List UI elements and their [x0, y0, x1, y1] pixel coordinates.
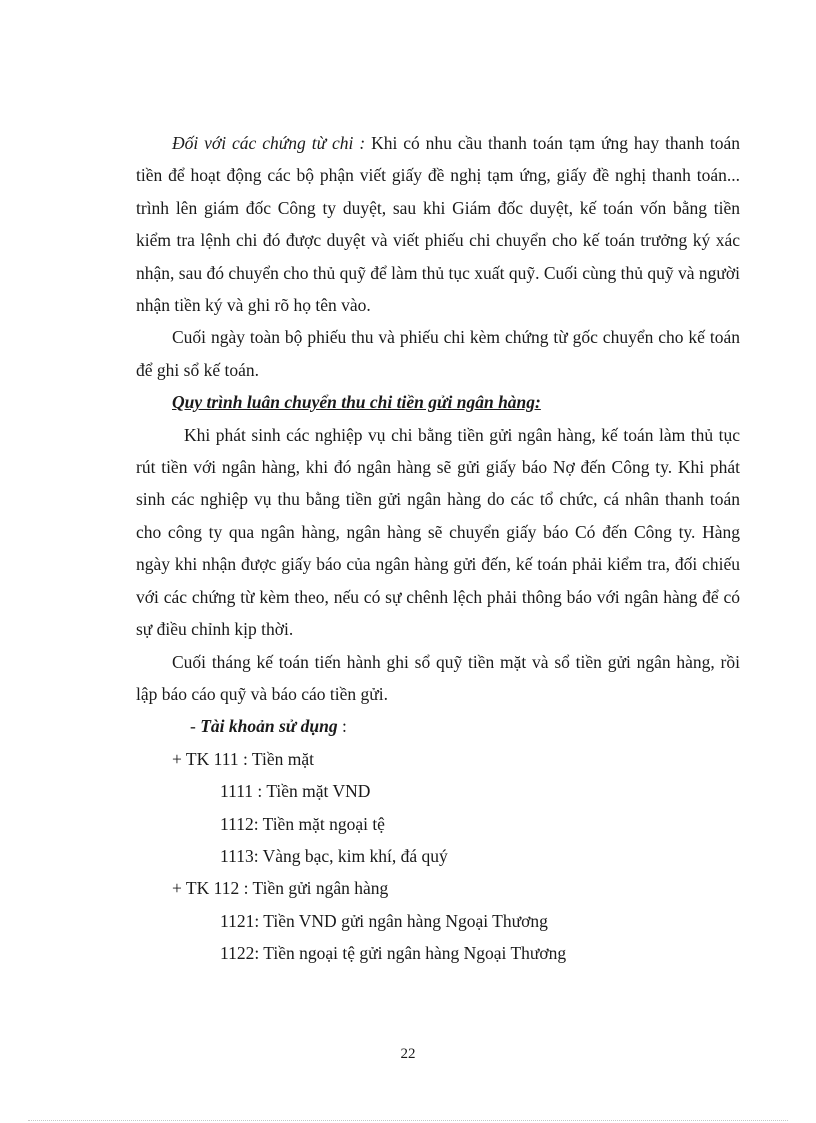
paragraph-body: Khi có nhu cầu thanh toán tạm ứng hay thanh toán tiền để hoạt động các bộ phận viết giấy đề nghị tạm ứng, giấy đề nghị thanh toán... trình lên giám đốc Công ty duyệt, sau khi Giám đốc duyệt, kế toán vốn bằng tiền kiểm tra lệnh chi đó được duyệt và viết phiếu chi chuyển cho kế toán trưởng ký xác nhận, sau đó chuyển cho thủ quỹ để làm thủ tục xuất quỹ. Cuối cùng thủ quỹ và người nhận tiền ký và ghi rõ họ tên vào.	[136, 133, 740, 316]
accounts-heading-prefix: -	[190, 716, 201, 737]
sub-account-line: 1112: Tiền mặt ngoại tệ	[220, 813, 385, 834]
section-heading	[136, 386, 740, 418]
accounts-heading	[136, 710, 740, 742]
page-content	[136, 127, 740, 970]
accounts-heading-label: Tài khoản sử dụng	[200, 716, 338, 737]
paragraph-end-of-day: Cuối ngày toàn bộ phiếu thu và phiếu chi kèm chứng từ gốc chuyển cho kế toán để ghi sổ kế toán.	[136, 327, 740, 380]
account-line: + TK 112 : Tiền gửi ngân hàng	[172, 878, 389, 899]
section-heading-text: Quy trình luân chuyển thu chi tiền gửi ngân hàng:	[172, 392, 541, 413]
accounts-heading-suffix: :	[337, 716, 347, 737]
sub-account-line: 1113: Vàng bạc, kim khí, đá quý	[220, 845, 448, 866]
footer-divider	[28, 1120, 788, 1121]
paragraph-lead-italic: Đối với các chứng từ chi :	[172, 133, 366, 153]
account-line: + TK 111 : Tiền mặt	[172, 748, 314, 769]
paragraph-end-of-month: Cuối tháng kế toán tiến hành ghi sổ quỹ tiền mặt và sổ tiền gửi ngân hàng, rồi lập báo cáo quỹ và báo cáo tiền gửi.	[136, 651, 740, 704]
sub-account-line: 1121: Tiền VND gửi ngân hàng Ngoại Thương	[220, 910, 548, 931]
paragraph-bank-procedure: Khi phát sinh các nghiệp vụ chi bằng tiền gửi ngân hàng, kế toán làm thủ tục rút tiền với ngân hàng, khi đó ngân hàng sẽ gửi giấy báo Nợ đến Công ty. Khi phát sinh các nghiệp vụ thu bằng tiền gửi ngân hàng do các tổ chức, cá nhân thanh toán cho công ty qua ngân hàng, ngân hàng sẽ chuyển giấy báo Có đến Công ty. Hàng ngày khi nhận được giấy báo của ngân hàng gửi đến, kế toán phải kiểm tra, đối chiếu với các chứng từ kèm theo, nếu có sự chênh lệch phải thông báo với ngân hàng để có sự điều chỉnh kịp thời.	[136, 424, 740, 640]
sub-account-line: 1122: Tiền ngoại tệ gửi ngân hàng Ngoại Thương	[220, 943, 567, 964]
sub-account-line: 1111 : Tiền mặt VND	[220, 781, 371, 802]
paragraph-expense-documents	[136, 127, 740, 321]
page-number: 22	[400, 1046, 416, 1062]
